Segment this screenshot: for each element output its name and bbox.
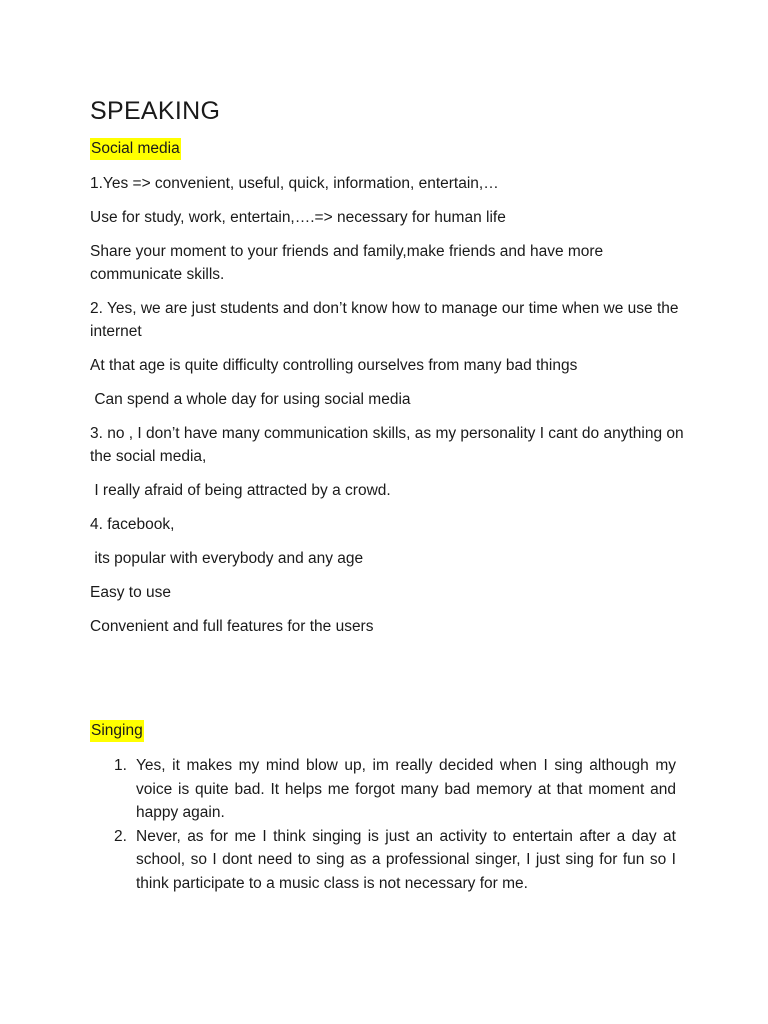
list-item	[90, 754, 690, 825]
list-item-number: 2.	[114, 827, 127, 845]
document-page	[90, 96, 690, 895]
list-item-text: Yes, it makes my mind blow up, im really decided when I sing although my voice is quite bad. It helps me forgot many bad memory at that moment and happy again.	[136, 757, 676, 821]
paragraph: At that age is quite difficulty controlling ourselves from many bad things	[90, 357, 578, 374]
section-heading-social-media	[90, 138, 690, 160]
paragraph: I really afraid of being attracted by a crowd.	[90, 482, 391, 499]
paragraph: 3. no , I don’t have many communication skills, as my personality I cant do anything on the social media,	[90, 425, 688, 465]
list-item-text: Never, as for me I think singing is just an activity to entertain after a day at school, so I dont need to sing as a professional singer, I just sing for fun so I think participate to a music class is not necessary for me.	[136, 827, 676, 892]
paragraph: 1.Yes => convenient, useful, quick, information, entertain,…	[90, 175, 499, 192]
paragraph: Can spend a whole day for using social media	[90, 391, 411, 408]
paragraph: Use for study, work, entertain,….=> necessary for human life	[90, 209, 506, 226]
singing-answers-list	[90, 754, 690, 895]
highlighted-heading-text: Singing	[90, 720, 144, 742]
paragraph: 4. facebook,	[90, 516, 175, 533]
list-item-number: 1.	[114, 757, 127, 774]
paragraph: Share your moment to your friends and family,make friends and have more communicate skills.	[90, 243, 608, 283]
list-item	[90, 825, 690, 896]
social-media-answers	[90, 172, 690, 638]
page-title: SPEAKING	[90, 97, 221, 125]
paragraph: Convenient and full features for the users	[90, 618, 374, 635]
highlighted-heading-text: Social media	[90, 138, 181, 160]
paragraph: 2. Yes, we are just students and don’t know how to manage our time when we use the internet	[90, 300, 683, 340]
section-spacer	[90, 649, 690, 720]
section-heading-singing	[90, 720, 690, 742]
paragraph: Easy to use	[90, 584, 171, 601]
paragraph: its popular with everybody and any age	[90, 550, 364, 567]
